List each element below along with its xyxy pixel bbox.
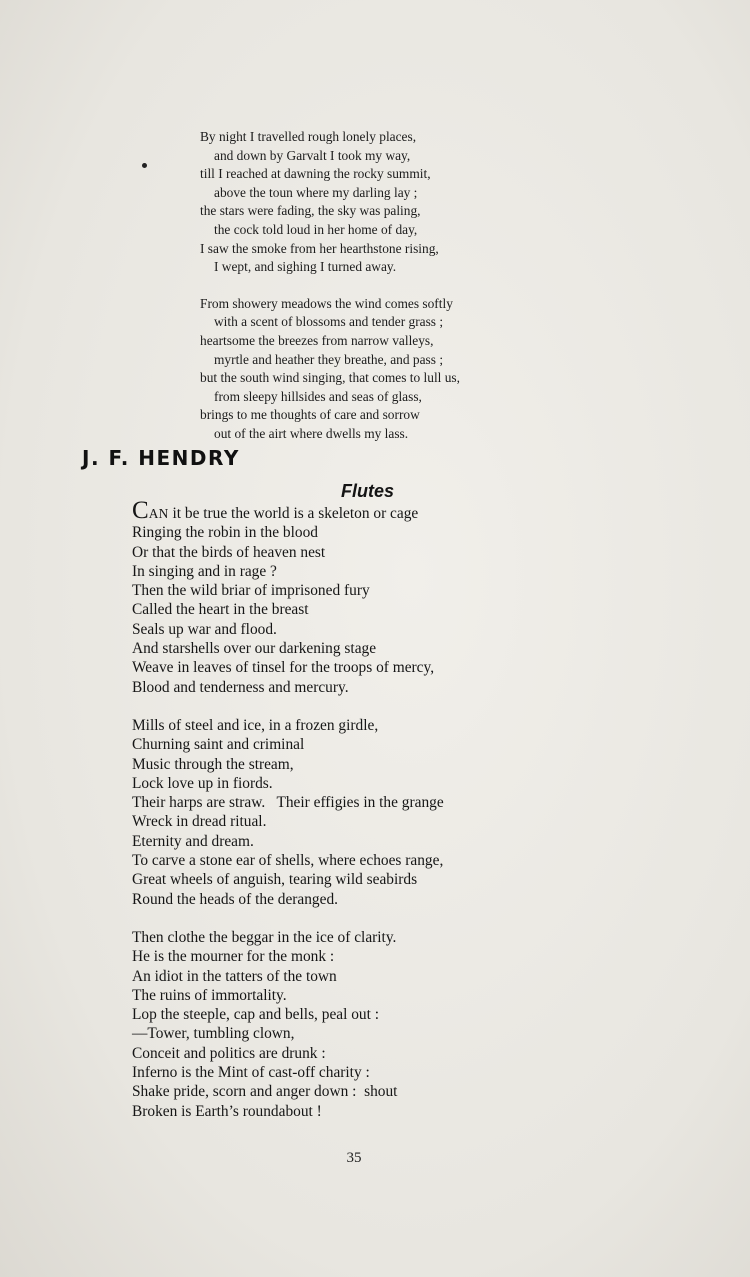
poem-line: Or that the birds of heaven nest (132, 543, 326, 561)
poem2-stanza-2 (132, 716, 612, 909)
poem-line: heartsome the breezes from narrow valleys, (200, 332, 434, 348)
poem-line: I wept, and sighing I turned away. (214, 259, 397, 275)
poem-line: Lock love up in fiords. (132, 774, 273, 792)
poem1-stanza-1 (200, 128, 600, 277)
poem-line: Wreck in dread ritual. (132, 813, 267, 831)
poem-line: Inferno is the Mint of cast-off charity : (132, 1064, 370, 1082)
poem-line: brings to me thoughts of care and sorrow (200, 407, 420, 423)
page-number: 35 (346, 1150, 362, 1166)
poem-line: Then clothe the beggar in the ice of clarity. (132, 928, 397, 946)
poem-line: Blood and tenderness and mercury. (132, 678, 349, 696)
poem-line: Called the heart in the breast (132, 601, 309, 619)
poem-line: An idiot in the tatters of the town (132, 967, 337, 985)
poem-line: Weave in leaves of tinsel for the troops of mercy, (132, 659, 435, 677)
poem-flutes (132, 497, 612, 1140)
poem-line: out of the airt where dwells my lass. (214, 425, 409, 441)
poem-line: Broken is Earth’s roundabout ! (132, 1102, 322, 1120)
poem-line: Then the wild briar of imprisoned fury (132, 582, 370, 600)
poem-line: Shake pride, scorn and anger down : shout (132, 1083, 398, 1101)
poem-title: Flutes (340, 481, 394, 501)
poem-line: By night I travelled rough lonely places, (200, 129, 417, 144)
poem-line: till I reached at dawning the rocky summit, (200, 166, 431, 182)
poem-line: Ringing the robin in the blood (132, 524, 318, 542)
first-line-rest: it be true the world is a skeleton or cage (168, 505, 419, 522)
poem-line: He is the mourner for the monk : (132, 948, 335, 966)
poem-line: above the toun where my darling lay ; (214, 184, 418, 200)
poem2-stanza-3 (132, 928, 612, 1121)
drop-capital: C (132, 497, 149, 524)
poem-line: but the south wind singing, that comes to lull us, (200, 370, 460, 386)
poem-line: Round the heads of the deranged. (132, 890, 338, 908)
poem-line: from sleepy hillsides and seas of glass, (214, 388, 422, 404)
author-heading: J. F. HENDRY (82, 446, 240, 470)
poem-line: Music through the stream, (132, 755, 294, 773)
poem-line: Conceit and politics are drunk : (132, 1044, 326, 1062)
poem-line: I saw the smoke from her hearthstone rising, (200, 240, 439, 256)
poem-line: and down by Garvalt I took my way, (214, 147, 411, 163)
poem-line: And starshells over our darkening stage (132, 640, 377, 658)
poem-line: Lop the steeple, cap and bells, peal out : (132, 1006, 380, 1024)
poem-line: Eternity and dream. (132, 832, 254, 850)
poem-line: Seals up war and flood. (132, 620, 277, 638)
poem-line: Mills of steel and ice, in a frozen girdle, (132, 716, 379, 734)
poem-continuation (200, 128, 600, 462)
poem-line: myrtle and heather they breathe, and pass ; (214, 351, 444, 367)
poem-line: In singing and in rage ? (132, 562, 277, 580)
poem-line: Churning saint and criminal (132, 736, 305, 754)
poem-line: the stars were fading, the sky was paling, (200, 203, 421, 219)
first-line (132, 497, 612, 524)
poem1-stanza-2 (200, 295, 600, 444)
poem-line: The ruins of immortality. (132, 986, 287, 1004)
poem2-stanza-1 (132, 497, 612, 697)
poem-line: From showery meadows the wind comes softly (200, 295, 453, 311)
poem-line: To carve a stone ear of shells, where echoes range, (132, 852, 444, 870)
poem-line: Their harps are straw. Their effigies in the grange (132, 794, 444, 812)
margin-mark (142, 163, 147, 168)
first-word-rest: AN (148, 506, 169, 521)
poem-line: —Tower, tumbling clown, (132, 1025, 295, 1043)
poem-line: the cock told loud in her home of day, (214, 221, 418, 237)
poem-line: Great wheels of anguish, tearing wild seabirds (132, 871, 418, 889)
poem-line: with a scent of blossoms and tender grass ; (214, 314, 444, 330)
